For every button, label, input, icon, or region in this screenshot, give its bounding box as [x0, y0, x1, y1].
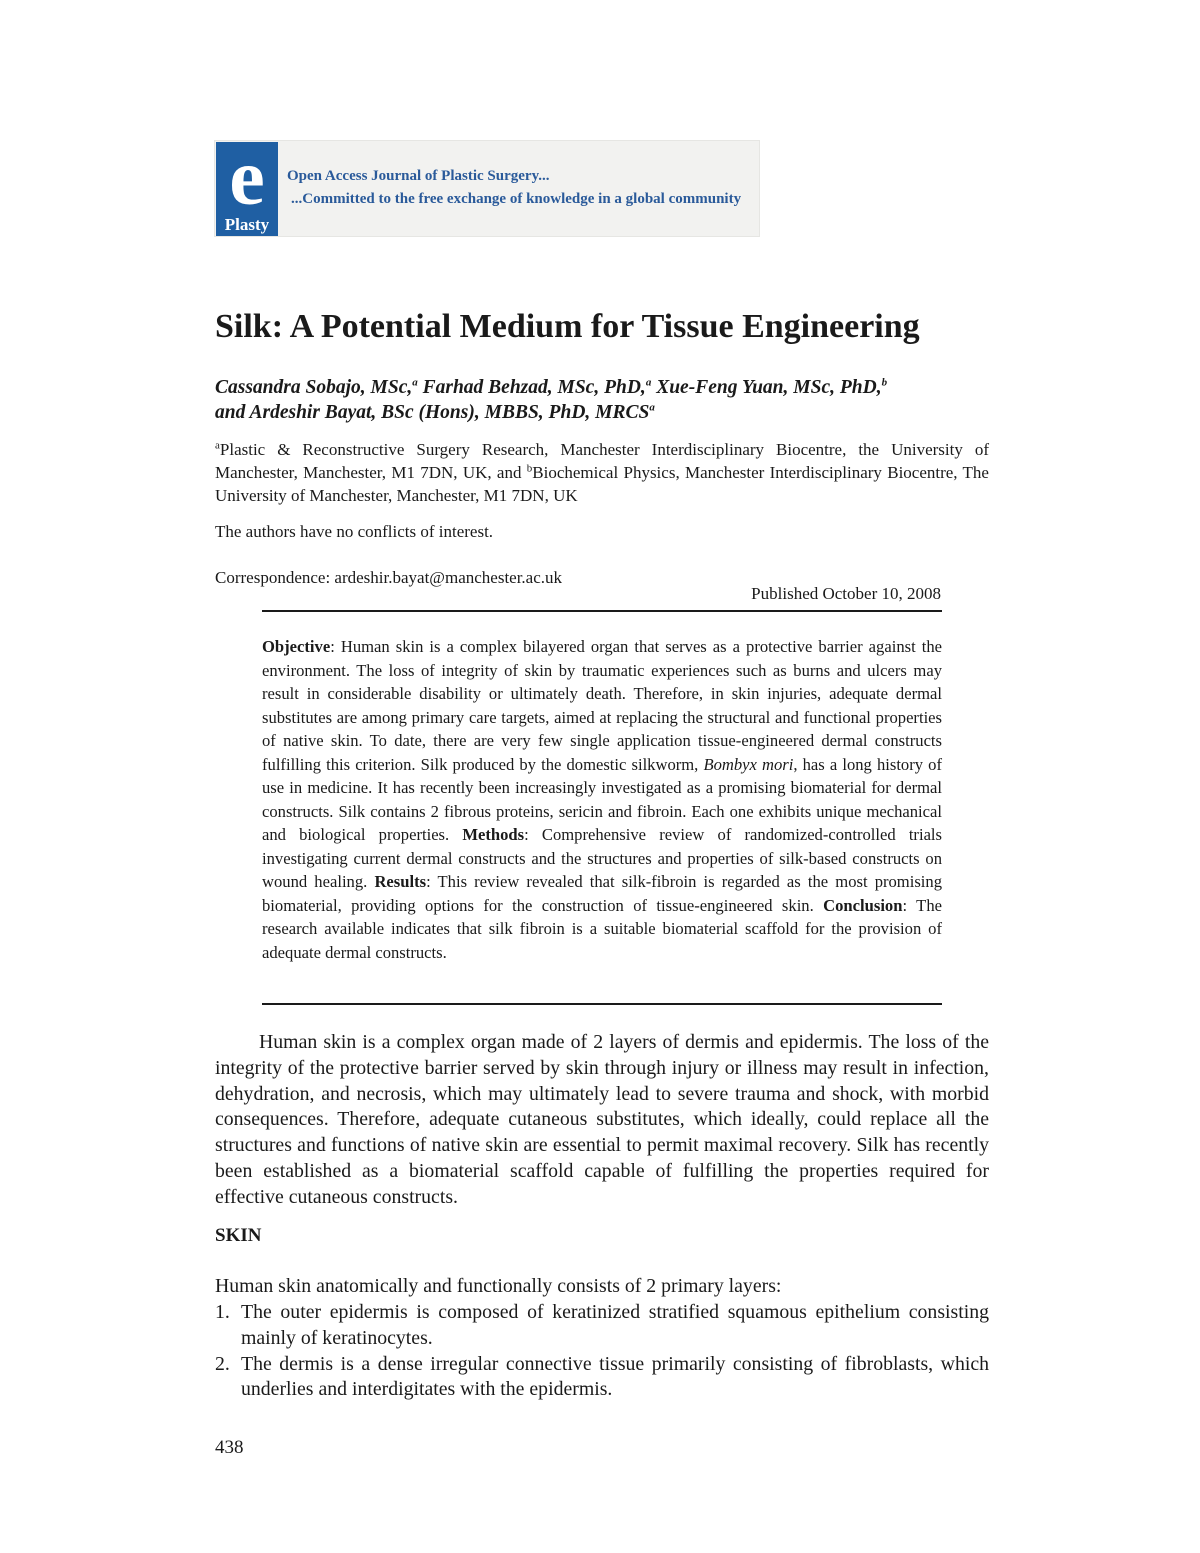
list-item-number: 1.: [215, 1301, 230, 1323]
list-item-text: The outer epidermis is composed of keratinized stratified squamous epithelium consisting mainly of keratinocytes.: [241, 1301, 989, 1349]
abstract-conclusion-label: Conclusion: [823, 895, 903, 915]
affiliation-marker: b: [526, 462, 533, 475]
conflict-of-interest-statement: The authors have no conflicts of interest.: [215, 522, 494, 541]
affiliations: [215, 438, 989, 507]
abstract-methods-text: : Comprehensive review of randomized-controlled trials investigating current dermal constructs and the structures and properties of silk-based constructs on wound healing.: [262, 825, 943, 891]
skin-layers-list: [215, 1300, 989, 1403]
abstract-conclusion-text: : The research available indicates that silk fibroin is a suitable biomaterial scaffold for the provision of adequate dermal constructs.: [262, 895, 942, 962]
abstract-objective-text: : Human skin is a complex bilayered organ that serves as a protective barrier against the environment. The loss of integrity of skin by traumatic experiences such as burns and ulcers may result in considerable disability or ultimately death. Therefore, in skin injuries, adequate dermal substitutes are among primary care targets, aimed at replacing the structural and functional properties of native skin. To date, there are very few single application tissue-engineered dermal constructs fulfilling this criterion. Silk produced by the domestic silkworm,: [262, 637, 942, 774]
abstract-bottom-rule: [262, 1003, 942, 1005]
eplasty-logo-mark: [216, 142, 278, 236]
abstract-top-rule: [262, 610, 942, 612]
list-item: [215, 1300, 989, 1352]
author-name: Farhad Behzad, MSc, PhD,: [422, 377, 646, 398]
abstract-results-text: : This review revealed that silk-fibroin is regarded as the most promising biomaterial, providing options for the construction of tissue-engineered skin.: [262, 872, 942, 915]
page-number: 438: [215, 1437, 244, 1458]
list-item: [215, 1352, 989, 1404]
logo-e-letter: e: [229, 142, 265, 222]
journal-tagline-1: Open Access Journal of Plastic Surgery...: [287, 168, 550, 184]
species-name: Bombyx mori: [703, 754, 794, 774]
affiliation-a: Plastic & Reconstructive Surgery Research, Manchester Interdisciplinary Biocentre, the University of Manchester, Manchester, M1 7DN, UK, and: [215, 440, 989, 482]
abstract: [262, 635, 942, 964]
affiliation-b: Biochemical Physics, Manchester Interdisciplinary Biocentre, The University of Manchester, Manchester, M1 7DN, UK: [215, 463, 989, 505]
article-title: Silk: A Potential Medium for Tissue Engineering: [215, 308, 920, 345]
published-date: Published October 10, 2008: [751, 584, 941, 603]
author-name: and Ardeshir Bayat, BSc (Hons), MBBS, PhD, MRCS: [215, 402, 650, 423]
author-affiliation-marker: b: [881, 376, 888, 389]
author-affiliation-marker: a: [412, 376, 418, 389]
abstract-results-label: Results: [374, 872, 427, 891]
journal-tagline-2: ...Committed to the free exchange of knowledge in a global community: [291, 191, 742, 207]
section-heading-skin: SKIN: [215, 1225, 262, 1246]
journal-logo-banner: [214, 140, 760, 237]
list-item-number: 2.: [215, 1352, 230, 1375]
abstract-objective-text-cont: , has a long history of use in medicine. It has recently been increasingly investigated as a promising biomaterial for dermal constructs. Silk contains 2 fibrous proteins, sericin and fibroin. Each one exhibits unique mechanical and biological properties.: [262, 754, 942, 844]
author-affiliation-marker: a: [649, 401, 655, 414]
intro-paragraph: Human skin is a complex organ made of 2 layers of dermis and epidermis. The loss of the integrity of the protective barrier served by skin through injury or illness may result in infection, dehydration, and necrosis, which may ultimately lead to severe trauma and shock, with morbid consequences. Therefore, adequate cutaneous substitutes, which ideally, could replace all the structures and functions of native skin are essential to permit maximal recovery. Silk has recently been established as a biomaterial scaffold capable of fulfilling the properties required for effective cutaneous constructs.: [215, 1031, 989, 1208]
author-name: Xue-Feng Yuan, MSc, PhD,: [656, 377, 882, 398]
affiliation-marker: a: [215, 439, 220, 452]
correspondence-line: Correspondence: ardeshir.bayat@manchester.ac.uk: [215, 568, 563, 587]
author-name: Cassandra Sobajo, MSc,: [215, 377, 413, 398]
abstract-objective-label: Objective: [262, 637, 331, 656]
abstract-methods-label: Methods: [462, 825, 525, 844]
logo-plasty-label: Plasty: [224, 215, 270, 234]
author-list: [215, 375, 995, 425]
skin-intro-sentence: Human skin anatomically and functionally consists of 2 primary layers:: [215, 1275, 782, 1297]
list-item-text: The dermis is a dense irregular connective tissue primarily consisting of fibroblasts, which underlies and interdigitates with the epidermis.: [241, 1352, 989, 1401]
author-affiliation-marker: a: [645, 376, 652, 389]
